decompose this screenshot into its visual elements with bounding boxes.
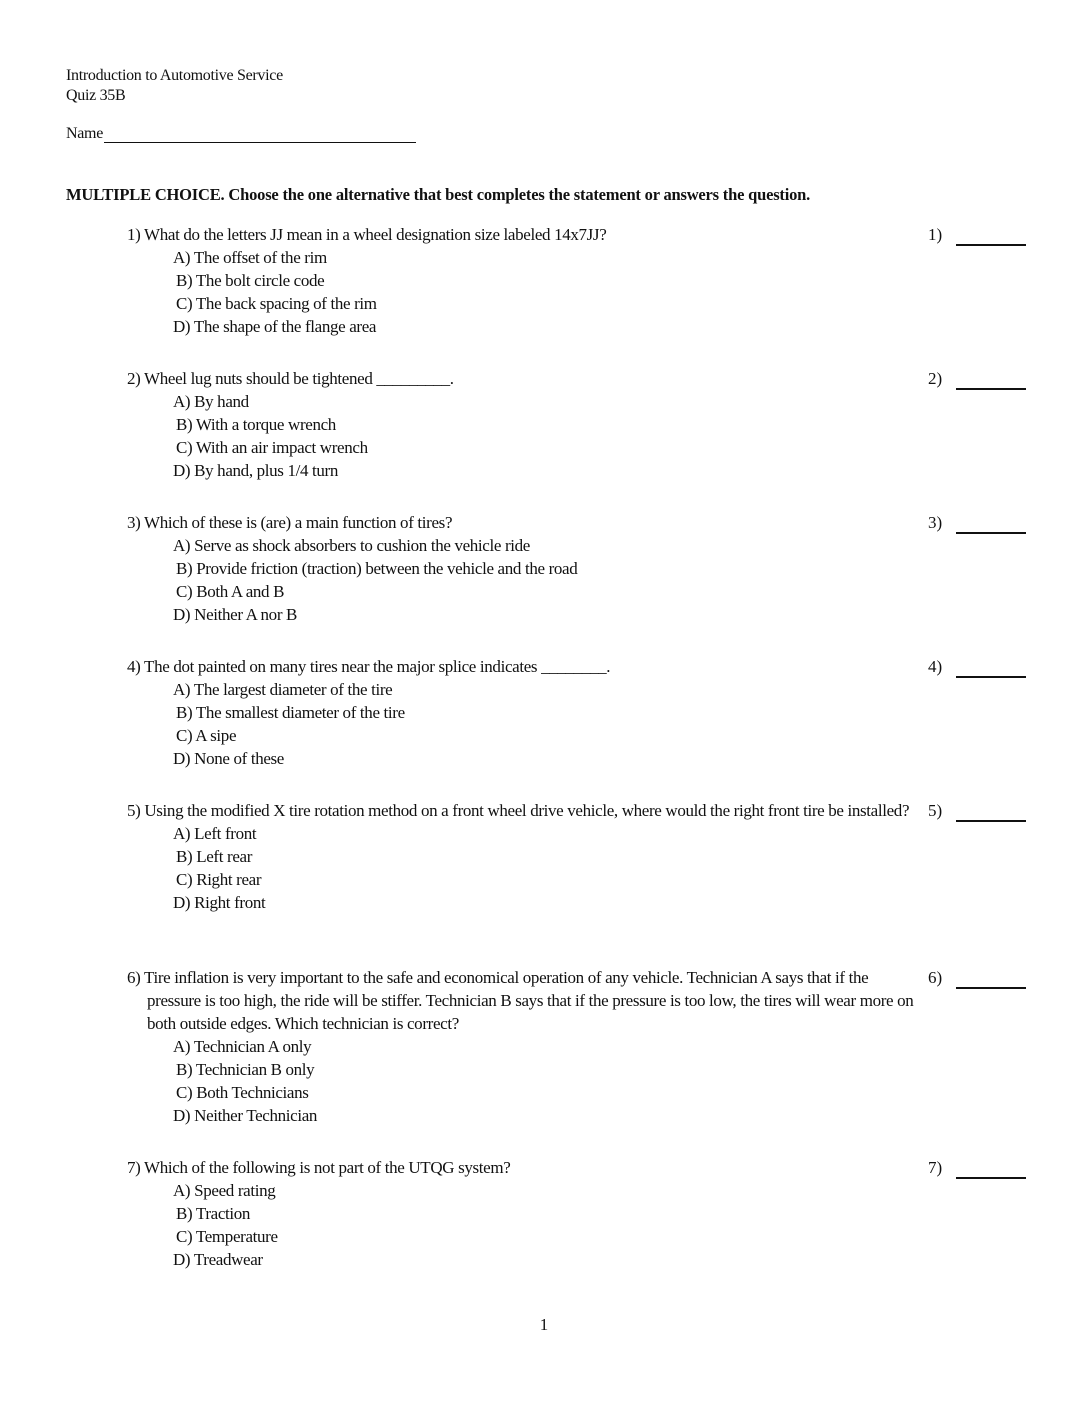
answer-blank[interactable]: [956, 659, 1026, 678]
choice-d: D) By hand, plus 1/4 turn: [173, 461, 339, 480]
choice-list: [127, 1179, 917, 1271]
question-stem: 7) Which of the following is not part of the UTQG system?: [127, 1158, 511, 1177]
choice-c: C) With an air impact wrench: [176, 438, 368, 457]
question-stem: 5) Using the modified X tire rotation method on a front wheel drive vehicle, where would the right front tire be installed?: [127, 801, 910, 820]
choice-list: [127, 822, 917, 914]
choice-a: A) The largest diameter of the tire: [173, 680, 393, 699]
question-stem: 1) What do the letters JJ mean in a wheel designation size labeled 14x7JJ?: [127, 225, 607, 244]
question-stem: 2) Wheel lug nuts should be tightened _________.: [127, 369, 454, 388]
choice-d: D) The shape of the flange area: [173, 317, 377, 336]
name-field[interactable]: [104, 124, 416, 143]
answer-number: 1): [928, 225, 943, 244]
choice-c: C) Both Technicians: [176, 1083, 309, 1102]
answer-number: 6): [928, 968, 943, 987]
name-row: [66, 124, 416, 143]
choice-list: [127, 390, 917, 482]
choice-b: B) Left rear: [176, 847, 253, 866]
choice-b: B) With a torque wrench: [176, 415, 336, 434]
choice-a: A) Speed rating: [173, 1181, 276, 1200]
question-4: [127, 655, 917, 770]
choice-b: B) Provide friction (traction) between the vehicle and the road: [176, 559, 578, 578]
answer-slot-2: [928, 367, 1026, 390]
answer-slot-1: [928, 223, 1026, 246]
name-label: Name: [66, 125, 104, 142]
choice-a: A) Serve as shock absorbers to cushion the vehicle ride: [173, 536, 530, 555]
question-2: [127, 367, 917, 482]
answer-number: 4): [928, 657, 943, 676]
question-stem: 6) Tire inflation is very important to the safe and economical operation of any vehicle. Technician A says that if the pressure is too high, the ride will be stiffer. Technician B says that if the pressure is too low, the tires will wear more on both outside edges. Which technician is correct?: [127, 968, 914, 1033]
page-number: 1: [539, 1315, 549, 1334]
course-title: Introduction to Automotive Service: [66, 67, 283, 84]
question-6: [127, 966, 917, 1127]
choice-c: C) A sipe: [176, 726, 237, 745]
choice-list: [127, 534, 917, 626]
choice-a: A) Left front: [173, 824, 257, 843]
answer-number: 5): [928, 801, 943, 820]
instructions: MULTIPLE CHOICE. Choose the one alternative that best completes the statement or answers the question.: [66, 185, 811, 204]
question-stem: 4) The dot painted on many tires near the major splice indicates ________.: [127, 657, 611, 676]
answer-slot-7: [928, 1156, 1026, 1179]
quiz-title: Quiz 35B: [66, 87, 126, 104]
answer-blank[interactable]: [956, 515, 1026, 534]
answer-slot-4: [928, 655, 1026, 678]
question-stem: 3) Which of these is (are) a main function of tires?: [127, 513, 453, 532]
answer-number: 2): [928, 369, 943, 388]
answer-number: 7): [928, 1158, 943, 1177]
answer-blank[interactable]: [956, 803, 1026, 822]
choice-d: D) Neither Technician: [173, 1106, 318, 1125]
answer-slot-3: [928, 511, 1026, 534]
answer-slot-5: [928, 799, 1026, 822]
question-3: [127, 511, 917, 626]
choice-c: C) The back spacing of the rim: [176, 294, 377, 313]
choice-c: C) Both A and B: [176, 582, 285, 601]
answer-blank[interactable]: [956, 1160, 1026, 1179]
answer-slot-6: [928, 966, 1026, 989]
choice-c: C) Right rear: [176, 870, 262, 889]
choice-a: A) The offset of the rim: [173, 248, 327, 267]
choice-b: B) The bolt circle code: [176, 271, 325, 290]
question-5: [127, 799, 917, 914]
choice-d: D) Treadwear: [173, 1250, 263, 1269]
answer-blank[interactable]: [956, 970, 1026, 989]
choice-d: D) Neither A nor B: [173, 605, 298, 624]
answer-blank[interactable]: [956, 371, 1026, 390]
choice-d: D) None of these: [173, 749, 285, 768]
question-1: [127, 223, 917, 338]
choice-a: A) By hand: [173, 392, 249, 411]
choice-list: [127, 1035, 917, 1127]
choice-list: [127, 678, 917, 770]
document-header: [66, 66, 283, 106]
choice-a: A) Technician A only: [173, 1037, 312, 1056]
choice-b: B) The smallest diameter of the tire: [176, 703, 405, 722]
question-7: [127, 1156, 917, 1271]
choice-d: D) Right front: [173, 893, 266, 912]
choice-b: B) Technician B only: [176, 1060, 315, 1079]
choice-c: C) Temperature: [176, 1227, 278, 1246]
choice-b: B) Traction: [176, 1204, 251, 1223]
answer-number: 3): [928, 513, 943, 532]
answer-blank[interactable]: [956, 227, 1026, 246]
choice-list: [127, 246, 917, 338]
